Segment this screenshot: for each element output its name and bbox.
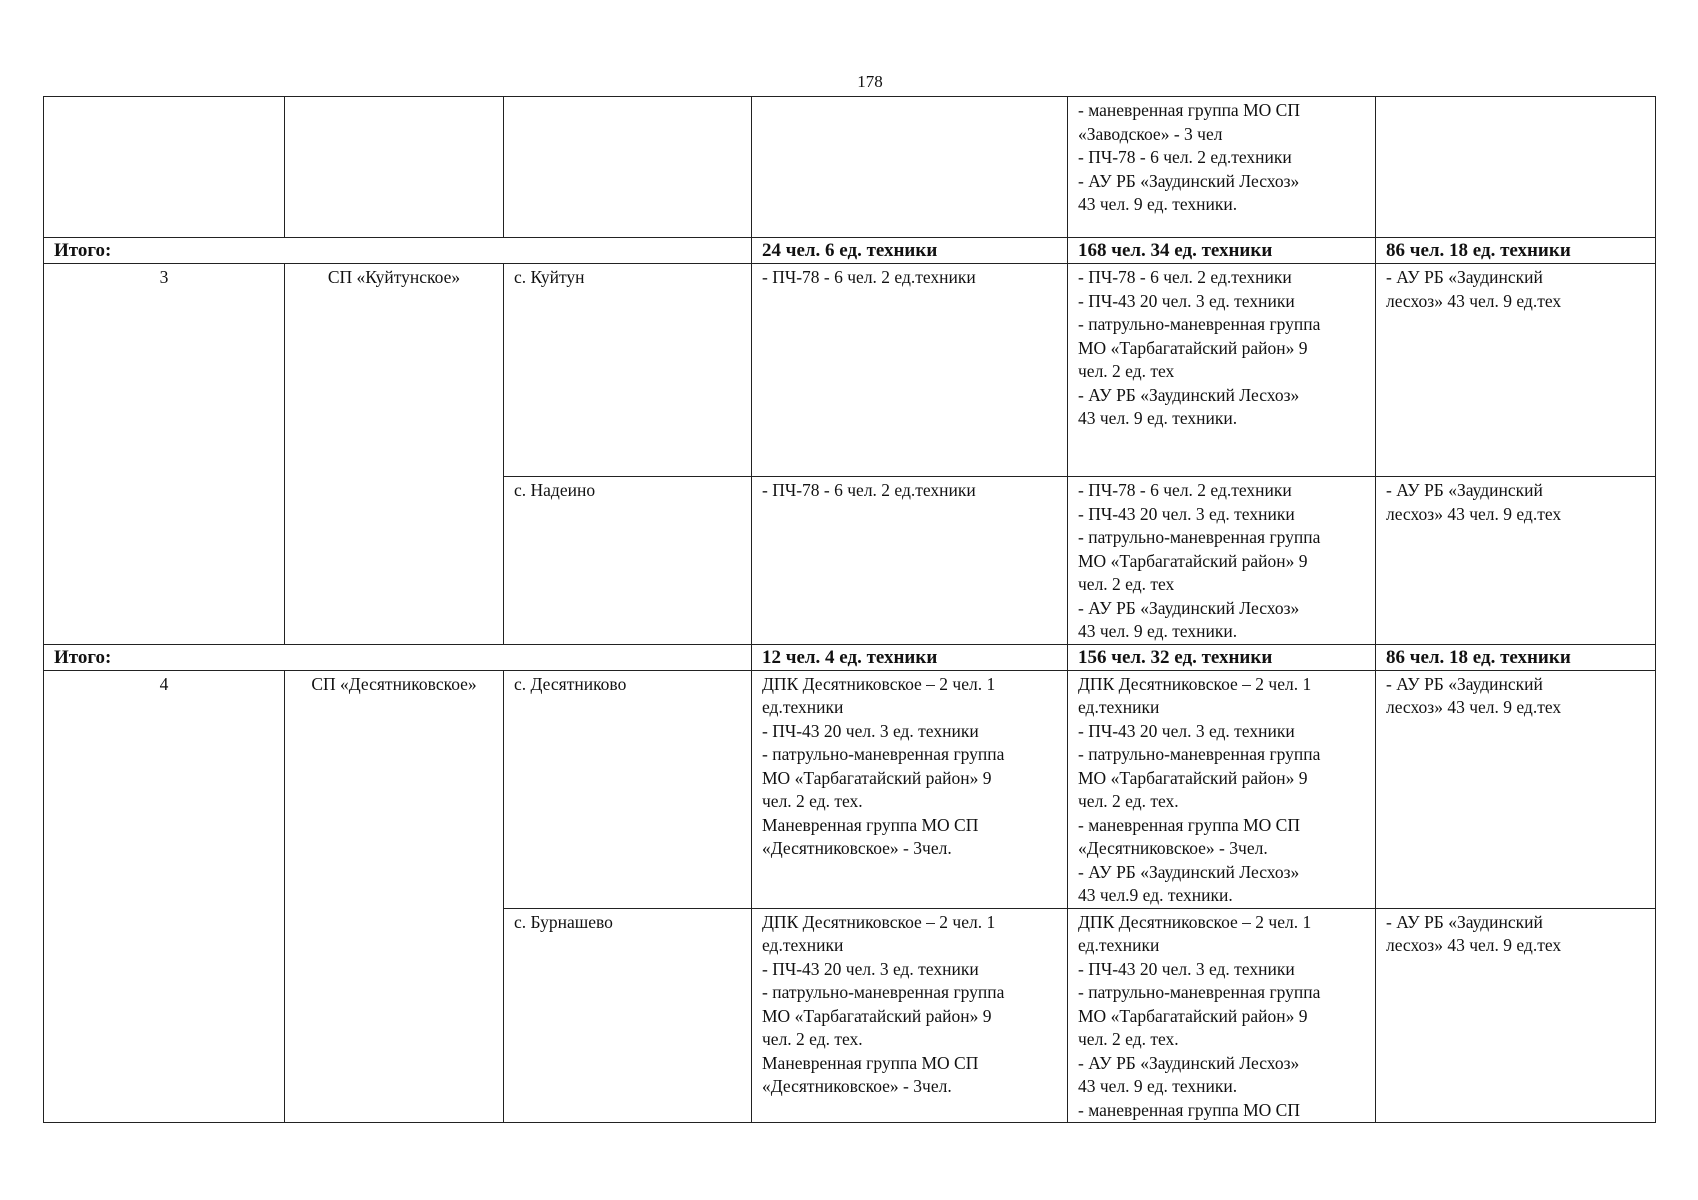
total-row (44, 644, 1656, 670)
cell-text-line: 43 чел. 9 ед. техники. (1078, 621, 1238, 641)
table-row (44, 264, 1656, 477)
cell-text-line: - ПЧ-43 20 чел. 3 ед. техники (762, 720, 979, 741)
total-col4: 12 чел. 4 ед. техники (752, 644, 1068, 670)
cell-text-line: чел. 2 ед. тех (1078, 361, 1175, 381)
cell-text-line: ед.техники (1078, 935, 1160, 955)
cell-text-line: - ПЧ-43 20 чел. 3 ед. техники (1078, 958, 1295, 979)
cell-text-line: - патрульно-маневренная группа (1078, 314, 1321, 334)
table-row (44, 670, 1656, 908)
village-name: с. Бурнашево (504, 908, 752, 1123)
cell-text-line: Маневренная группа МО СП (762, 1052, 979, 1073)
cell-text-line: чел. 2 ед. тех. (762, 1029, 863, 1049)
cell-text-line: - патрульно-маневренная группа (1078, 744, 1321, 764)
cell-forces-primary (752, 264, 1068, 477)
cell-text-line: лесхоз» 43 чел. 9 ед.тех (1386, 503, 1562, 524)
cell-text-line: 43 чел. 9 ед. техники. (1078, 408, 1238, 428)
cell-text-line: - маневренная группа МО СП (1078, 814, 1300, 835)
cell-forces-extra (1068, 97, 1376, 238)
cell-text-line: ДПК Десятниковское – 2 чел. 1 (762, 911, 996, 932)
cell-text-line: - ПЧ-43 20 чел. 3 ед. техники (1078, 290, 1295, 311)
cell-text-line: 43 чел. 9 ед. техники. (1078, 1076, 1238, 1096)
cell-text-line: - АУ РБ «Заудинский Лесхоз» (1078, 170, 1300, 191)
cell-text-line: - ПЧ-43 20 чел. 3 ед. техники (1078, 720, 1295, 741)
cell-forces-reserve (1376, 908, 1656, 1123)
cell-text-line: - АУ РБ «Заудинский (1386, 267, 1543, 287)
cell-text-line: - ПЧ-78 - 6 чел. 2 ед.техники (1078, 480, 1292, 500)
cell-empty (752, 97, 1068, 238)
cell-text-line: МО «Тарбагатайский район» 9 (762, 1005, 992, 1026)
resources-table (43, 96, 1656, 1123)
cell-empty (44, 97, 285, 238)
cell-text-line: - ПЧ-43 20 чел. 3 ед. техники (762, 958, 979, 979)
cell-forces-extra (1068, 908, 1376, 1123)
cell-forces-primary (752, 908, 1068, 1123)
cell-text-line: чел. 2 ед. тех. (762, 791, 863, 811)
cell-text-line: лесхоз» 43 чел. 9 ед.тех (1386, 935, 1562, 955)
cell-forces-primary (752, 477, 1068, 645)
cell-text-line: - АУ РБ «Заудинский Лесхоз» (1078, 597, 1300, 618)
cell-text-line: лесхоз» 43 чел. 9 ед.тех (1386, 697, 1562, 717)
cell-text-line: - АУ РБ «Заудинский (1386, 480, 1543, 500)
cell-text-line: МО «Тарбагатайский район» 9 (1078, 337, 1308, 358)
cell-text-line: - ПЧ-78 - 6 чел. 2 ед.техники (762, 267, 976, 287)
cell-text-line: лесхоз» 43 чел. 9 ед.тех (1386, 290, 1562, 311)
cell-text-line: - маневренная группа МО СП (1078, 1099, 1300, 1120)
cell-text-line: 43 чел. 9 ед. техники. (1078, 194, 1238, 214)
cell-text-line: - патрульно-маневренная группа (1078, 527, 1321, 547)
settlement-name: СП «Куйтунское» (285, 264, 504, 645)
cell-forces-extra (1068, 477, 1376, 645)
cell-text-line: «Десятниковское» - 3чел. (762, 1076, 952, 1096)
total-col6: 86 чел. 18 ед. техники (1376, 644, 1656, 670)
cell-text-line: МО «Тарбагатайский район» 9 (1078, 767, 1308, 788)
cell-forces-extra (1068, 264, 1376, 477)
cell-forces-reserve (1376, 670, 1656, 908)
cell-forces-extra (1068, 670, 1376, 908)
row-number: 3 (44, 264, 285, 645)
total-label: Итого: (44, 238, 752, 264)
cell-text-line: ед.техники (762, 935, 844, 955)
cell-text-line: чел. 2 ед. тех (1078, 574, 1175, 594)
cell-text-line: - патрульно-маневренная группа (762, 982, 1005, 1002)
continuation-row (44, 97, 1656, 238)
total-col6: 86 чел. 18 ед. техники (1376, 238, 1656, 264)
total-label: Итого: (44, 644, 752, 670)
cell-empty (285, 97, 504, 238)
cell-text-line: Маневренная группа МО СП (762, 814, 979, 835)
cell-text-line: - ПЧ-43 20 чел. 3 ед. техники (1078, 503, 1295, 524)
cell-text-line: МО «Тарбагатайский район» 9 (762, 767, 992, 788)
cell-text-line: 43 чел.9 ед. техники. (1078, 885, 1233, 905)
row-number: 4 (44, 670, 285, 1123)
cell-empty (1376, 97, 1656, 238)
cell-text-line: «Десятниковское» - 3чел. (1078, 838, 1268, 858)
total-row (44, 238, 1656, 264)
cell-text-line: - АУ РБ «Заудинский (1386, 673, 1543, 694)
total-col5: 156 чел. 32 ед. техники (1068, 644, 1376, 670)
cell-text-line: - АУ РБ «Заудинский Лесхоз» (1078, 384, 1300, 405)
cell-text-line: чел. 2 ед. тех. (1078, 1029, 1179, 1049)
cell-text-line: чел. 2 ед. тех. (1078, 791, 1179, 811)
cell-text-line: МО «Тарбагатайский район» 9 (1078, 1005, 1308, 1026)
cell-text-line: «Заводское» - 3 чел (1078, 123, 1223, 144)
cell-text-line: ед.техники (762, 697, 844, 717)
cell-text-line: - маневренная группа МО СП (1078, 100, 1300, 120)
cell-text-line: - ПЧ-78 - 6 чел. 2 ед.техники (1078, 147, 1292, 167)
cell-text-line: - АУ РБ «Заудинский Лесхоз» (1078, 1052, 1300, 1073)
cell-text-line: - патрульно-маневренная группа (762, 744, 1005, 764)
cell-text-line: - ПЧ-78 - 6 чел. 2 ед.техники (1078, 267, 1292, 287)
village-name: с. Десятниково (504, 670, 752, 908)
village-name: с. Надеино (504, 477, 752, 645)
total-col5: 168 чел. 34 ед. техники (1068, 238, 1376, 264)
total-col4: 24 чел. 6 ед. техники (752, 238, 1068, 264)
page-number: 178 (857, 72, 883, 91)
cell-text-line: - ПЧ-78 - 6 чел. 2 ед.техники (762, 480, 976, 500)
cell-forces-reserve (1376, 264, 1656, 477)
cell-text-line: ДПК Десятниковское – 2 чел. 1 (762, 673, 996, 694)
cell-text-line: ДПК Десятниковское – 2 чел. 1 (1078, 911, 1312, 932)
cell-text-line: - АУ РБ «Заудинский Лесхоз» (1078, 861, 1300, 882)
cell-text-line: - патрульно-маневренная группа (1078, 982, 1321, 1002)
settlement-name: СП «Десятниковское» (285, 670, 504, 1123)
village-name: с. Куйтун (504, 264, 752, 477)
cell-forces-primary (752, 670, 1068, 908)
cell-forces-reserve (1376, 477, 1656, 645)
cell-text-line: ед.техники (1078, 697, 1160, 717)
cell-text-line: ДПК Десятниковское – 2 чел. 1 (1078, 673, 1312, 694)
cell-text-line: МО «Тарбагатайский район» 9 (1078, 550, 1308, 571)
cell-text-line: - АУ РБ «Заудинский (1386, 911, 1543, 932)
cell-text-line: «Десятниковское» - 3чел. (762, 838, 952, 858)
cell-empty (504, 97, 752, 238)
